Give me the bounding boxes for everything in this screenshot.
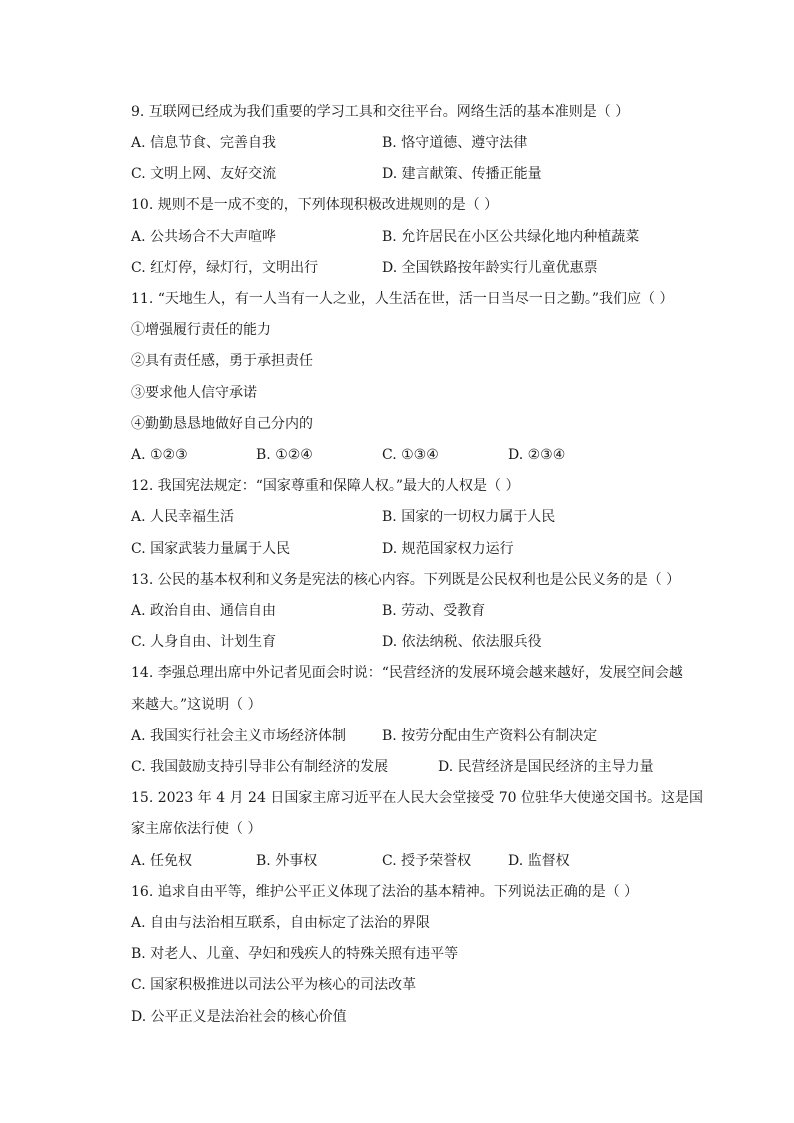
q10-stem: 10. 规则不是一成不变的，下列体现积极改进规则的是（ ） xyxy=(131,197,499,213)
q11-statement-2: ②具有责任感，勇于承担责任 xyxy=(131,353,313,369)
q16-option-b: B. 对老人、儿童、孕妇和残疾人的特殊关照有违平等 xyxy=(131,946,459,962)
q11-option-a: A. ①②③ xyxy=(131,447,188,463)
q9-option-d: D. 建言献策、传播正能量 xyxy=(382,166,542,182)
q16-stem: 16. 追求自由平等，维护公平正义体现了法治的基本精神。下列说法正确的是（ ） xyxy=(131,884,639,900)
q13-option-a: A. 政治自由、通信自由 xyxy=(131,603,277,619)
q14-stem-line-2: 来越大。”这说明（ ） xyxy=(131,697,262,713)
q12-option-d: D. 规范国家权力运行 xyxy=(382,541,514,557)
q13-option-d: D. 依法纳税、依法服兵役 xyxy=(382,634,542,650)
q10-option-c: C. 红灯停，绿灯行，文明出行 xyxy=(131,260,319,276)
q11-statement-4: ④勤勤恳恳地做好自己分内的 xyxy=(131,416,313,432)
q12-option-b: B. 国家的一切权力属于人民 xyxy=(382,509,556,525)
q13-option-c: C. 人身自由、计划生育 xyxy=(131,634,277,650)
q12-option-a: A. 人民幸福生活 xyxy=(131,509,235,525)
q15-option-a: A. 任免权 xyxy=(131,853,193,869)
q12-stem: 12. 我国宪法规定：“国家尊重和保障人权。”最大的人权是（ ） xyxy=(131,478,520,494)
q14-stem-line-1: 14. 李强总理出席中外记者见面会时说：“民营经济的发展环境会越来越好，发展空间会越 xyxy=(131,665,683,681)
q14-option-d: D. 民营经济是国民经济的主导力量 xyxy=(438,759,654,775)
q9-stem: 9. 互联网已经成为我们重要的学习工具和交往平台。网络生活的基本准则是（ ） xyxy=(131,104,630,120)
q11-statement-3: ③要求他人信守承诺 xyxy=(131,385,257,401)
q10-option-a: A. 公共场合不大声喧哗 xyxy=(131,229,277,245)
q16-option-a: A. 自由与法治相互联系，自由标定了法治的界限 xyxy=(131,915,431,931)
q9-option-c: C. 文明上网、友好交流 xyxy=(131,166,277,182)
q9-option-a: A. 信息节食、完善自我 xyxy=(131,135,277,151)
q11-option-d: D. ②③④ xyxy=(508,447,566,463)
q9-option-b: B. 恪守道德、遵守法律 xyxy=(382,135,528,151)
q11-option-c: C. ①③④ xyxy=(382,447,439,463)
q12-option-c: C. 国家武装力量属于人民 xyxy=(131,541,291,557)
q15-option-b: B. 外事权 xyxy=(256,853,318,869)
q10-option-d: D. 全国铁路按年龄实行儿童优惠票 xyxy=(382,260,598,276)
q15-option-c: C. 授予荣誉权 xyxy=(382,853,472,869)
q14-option-c: C. 我国鼓励支持引导非公有制经济的发展 xyxy=(131,759,389,775)
q11-statement-1: ①增强履行责任的能力 xyxy=(131,322,271,338)
q10-option-b: B. 允许居民在小区公共绿化地内种植蔬菜 xyxy=(382,229,640,245)
q13-stem: 13. 公民的基本权利和义务是宪法的核心内容。下列既是公民权利也是公民义务的是（ ） xyxy=(131,572,681,588)
q15-stem-line-1: 15. 2023 年 4 月 24 日国家主席习近平在人民大会堂接受 70 位驻华大使递交国书。这是国 xyxy=(131,790,704,806)
q11-option-b: B. ①②④ xyxy=(256,447,313,463)
q14-option-a: A. 我国实行社会主义市场经济体制 xyxy=(131,728,347,744)
q15-stem-line-2: 家主席依法行使（ ） xyxy=(131,821,262,837)
q15-option-d: D. 监督权 xyxy=(508,853,570,869)
q11-stem: 11. “天地生人，有一人当有一人之业，人生活在世，活一日当尽一日之勤。”我们应（ ） xyxy=(131,291,674,307)
q16-option-d: D. 公平正义是法治社会的核心价值 xyxy=(131,1009,347,1025)
q13-option-b: B. 劳动、受教育 xyxy=(382,603,486,619)
q14-option-b: B. 按劳分配由生产资料公有制决定 xyxy=(382,728,598,744)
q16-option-c: C. 国家积极推进以司法公平为核心的司法改革 xyxy=(131,977,417,993)
